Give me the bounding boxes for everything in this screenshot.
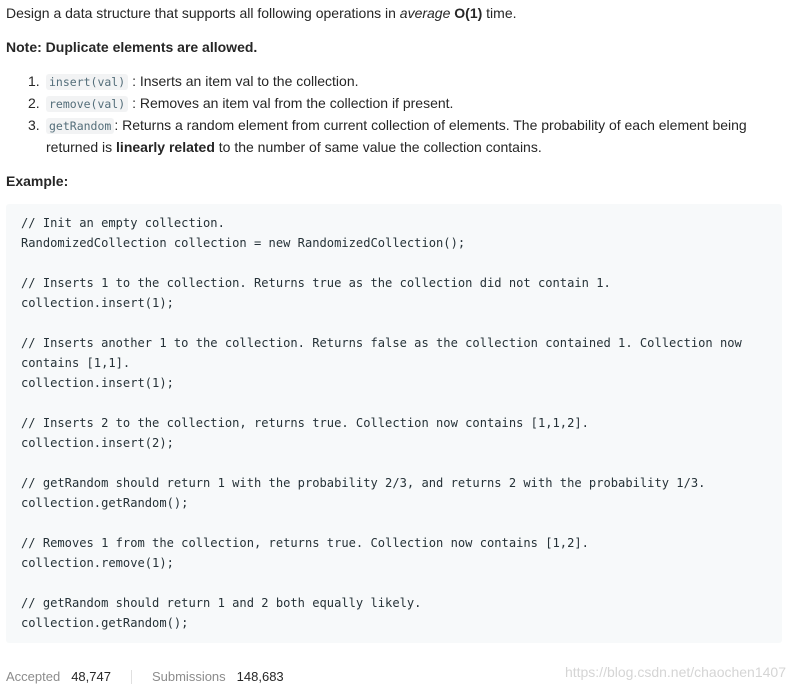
watermark: https://blog.csdn.net/chaochen1407 bbox=[564, 664, 786, 680]
code-line bbox=[21, 513, 767, 533]
intro-suffix: time. bbox=[482, 5, 517, 21]
code-line: collection.getRandom(); bbox=[21, 616, 189, 630]
code-line: RandomizedCollection collection = new RandomizedCollection(); bbox=[21, 236, 466, 250]
list-number: 2. bbox=[28, 95, 40, 111]
accepted-value: 48,747 bbox=[71, 669, 111, 684]
code-line: // getRandom should return 1 with the probability 2/3, and returns 2 with the probability 1/3. bbox=[21, 476, 706, 490]
list-number: 3. bbox=[28, 117, 40, 133]
intro-italic: average bbox=[399, 5, 451, 21]
list-number: 1. bbox=[28, 73, 40, 89]
code-line: collection.insert(2); bbox=[21, 436, 174, 450]
operations-list bbox=[6, 71, 782, 158]
inline-code: insert(val) bbox=[46, 74, 128, 90]
submissions-label: Submissions bbox=[151, 669, 226, 684]
list-item bbox=[6, 115, 782, 158]
list-desc: : Inserts an item val to the collection. bbox=[132, 73, 359, 89]
code-line: collection.insert(1); bbox=[21, 296, 174, 310]
accepted-label: Accepted bbox=[6, 669, 61, 684]
code-line: collection.remove(1); bbox=[21, 556, 174, 570]
code-block bbox=[6, 204, 782, 643]
inline-code: getRandom bbox=[46, 118, 114, 134]
intro-prefix: Design a data structure that supports all following operations in bbox=[6, 5, 400, 21]
code-line: contains [1,1]. bbox=[21, 356, 131, 370]
code-line bbox=[21, 573, 767, 593]
code-line bbox=[21, 313, 767, 333]
list-desc: : Returns a random element from current collection of elements. The probability of each element being returned is bbox=[46, 117, 747, 155]
intro-complexity: O(1) bbox=[454, 5, 483, 21]
example-heading: Example: bbox=[6, 173, 69, 189]
intro-text bbox=[6, 2, 517, 24]
code-line: // Removes 1 from the collection, returns true. Collection now contains [1,2]. bbox=[21, 536, 589, 550]
code-line: collection.getRandom(); bbox=[21, 496, 189, 510]
list-desc: : Removes an item val from the collection if present. bbox=[132, 95, 454, 111]
list-desc-bold: linearly related bbox=[116, 139, 215, 155]
note-text: Note: Duplicate elements are allowed. bbox=[6, 39, 258, 55]
list-desc-tail: to the number of same value the collection contains. bbox=[214, 139, 542, 155]
code-line: collection.insert(1); bbox=[21, 376, 174, 390]
code-line: // Init an empty collection. bbox=[21, 216, 225, 230]
code-line bbox=[21, 453, 767, 473]
code-line: // getRandom should return 1 and 2 both equally likely. bbox=[21, 596, 422, 610]
code-line bbox=[21, 393, 767, 413]
stats-divider bbox=[131, 670, 132, 684]
code-line: // Inserts 2 to the collection, returns true. Collection now contains [1,1,2]. bbox=[21, 416, 589, 430]
list-item bbox=[6, 93, 782, 115]
code-line: // Inserts 1 to the collection. Returns true as the collection did not contain 1. bbox=[21, 276, 611, 290]
list-item bbox=[6, 71, 782, 93]
submissions-value: 148,683 bbox=[236, 669, 284, 684]
code-line: // Inserts another 1 to the collection. Returns false as the collection contained 1. Collection now bbox=[21, 336, 742, 350]
stats-bar bbox=[6, 669, 284, 684]
code-line bbox=[21, 253, 767, 273]
inline-code: remove(val) bbox=[46, 96, 128, 112]
